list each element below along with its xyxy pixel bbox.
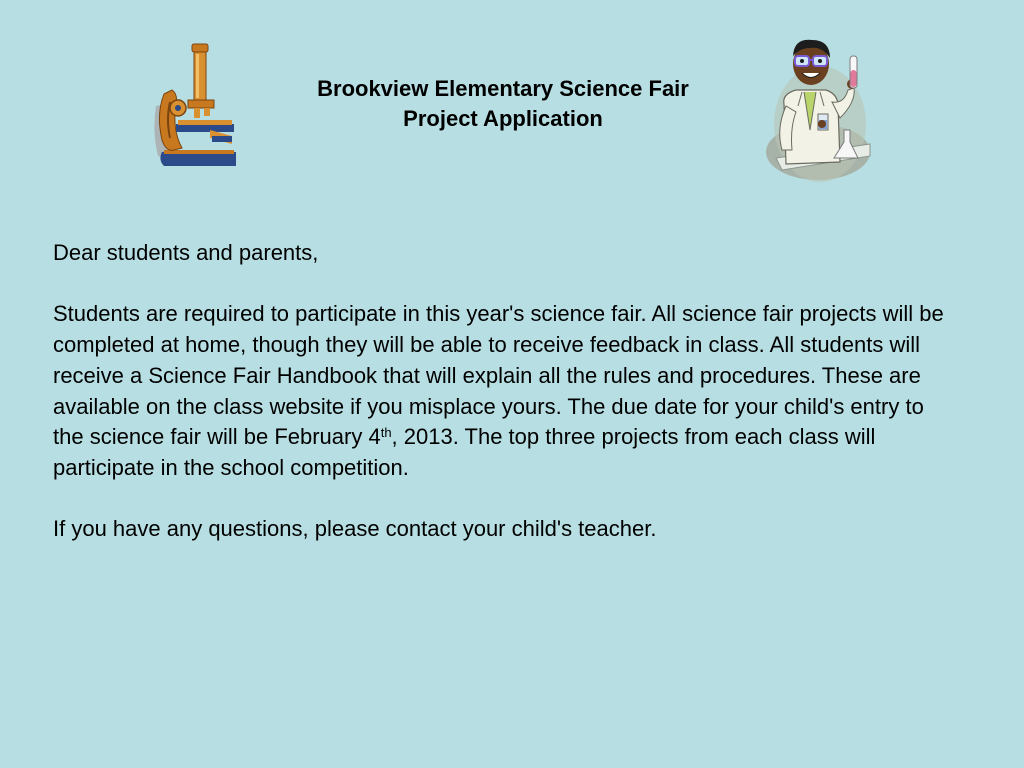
ordinal-suffix: th bbox=[380, 425, 392, 441]
letter-body bbox=[53, 238, 953, 545]
title-line-2: Project Application bbox=[403, 106, 603, 131]
title-line-1: Brookview Elementary Science Fair bbox=[317, 76, 689, 101]
greeting: Dear students and parents, bbox=[53, 240, 319, 265]
paragraph-gap bbox=[53, 484, 953, 515]
main-paragraph-part1: Students are required to participate in this year's science fair. All science fair projects will be completed at home, though they will be able to receive feedback in class. All students will receive a Science Fair Handbook that will explain all the rules and procedures. These are available on the class website if you misplace yours. The due date for your child's entry to the science fair will be February 4 bbox=[53, 301, 944, 450]
scientist-icon bbox=[762, 32, 872, 182]
microscope-icon bbox=[148, 40, 240, 176]
page-title bbox=[250, 74, 756, 134]
main-paragraph bbox=[53, 299, 953, 483]
paragraph-gap bbox=[53, 269, 953, 300]
closing-paragraph: If you have any questions, please contact your child's teacher. bbox=[53, 516, 657, 542]
main-paragraph-part2: , 2013. The top three projects from each class will participate in the school competition. bbox=[53, 424, 876, 480]
